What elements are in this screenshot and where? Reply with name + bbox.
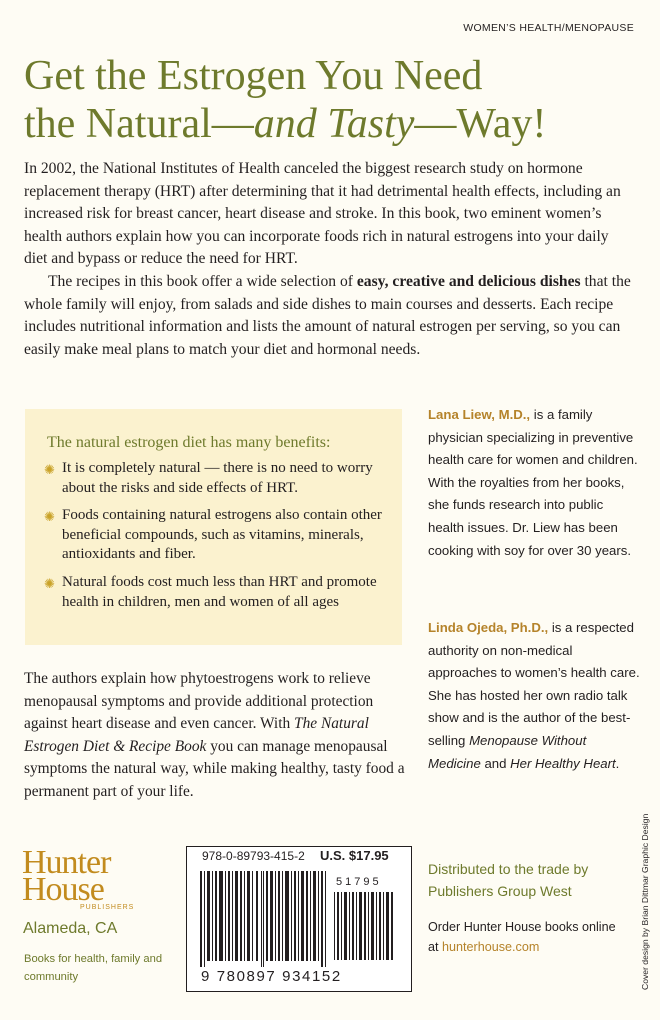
author-name: Lana Liew, M.D., [428, 407, 531, 422]
ean-digits: 9 780897 934152 [201, 968, 342, 985]
list-item [44, 573, 396, 612]
benefits-title: The natural estrogen diet has many benefits: [47, 434, 331, 451]
intro-p2-bold: easy, creative and delicious dishes [356, 272, 581, 290]
intro-p2-start: The recipes in this book offer a wide selection of [48, 272, 357, 290]
addon-digits: 51795 [336, 876, 382, 888]
headline-dash: — [211, 101, 254, 147]
intro-paragraph-2 [24, 271, 632, 361]
bio-text: is a respected authority on non-medical approaches to women’s health care. She has hosted her own radio talk show and is the author of the best-selling [428, 620, 640, 748]
intro-paragraph-1: In 2002, the National Institutes of Health canceled the biggest research study on hormone replacement therapy (HRT) after determining that it had detrimental health effects, including an increased risk for breast cancer, heart disease and stroke. In this book, two eminent women’s health authors explain how you can incorporate foods rich in natural estrogens into your daily diet and bypass or reduce the need for HRT. [24, 160, 621, 268]
order-text: Order Hunter House books online at [428, 920, 616, 954]
cover-credit: Cover design by Brian Dittmar Graphic Design [640, 813, 650, 990]
order-note [428, 917, 628, 957]
publisher-url[interactable]: hunterhouse.com [442, 940, 540, 954]
benefit-text: It is completely natural — there is no need to worry about the risks and side effects of HRT. [62, 460, 373, 496]
isbn: 978-0-89793-415-2 [202, 849, 305, 863]
benefit-text: Foods containing natural estrogens also contain other beneficial compounds, such as vitamins, minerals, antioxidants and fiber. [62, 507, 382, 563]
author-bio-ojeda [428, 617, 642, 775]
outro-end: you can manage menopausal symptoms the natural way, while making healthy, tasty food a permanent part of your life. [24, 737, 405, 800]
sun-bullet-icon: ✺ [44, 462, 55, 477]
logo-subtitle: PUBLISHERS [80, 904, 135, 911]
intro-text [24, 158, 632, 361]
benefit-text: Natural foods cost much less than HRT and promote health in children, men and women of all ages [62, 573, 377, 610]
headline-dash: — [414, 101, 457, 147]
outro-text [24, 668, 409, 804]
author-bio-liew [428, 404, 642, 562]
outro-start: The authors explain how phytoestrogens work to relieve menopausal symptoms and provide additional protection against heart disease and even cancer. With [24, 670, 374, 733]
logo-word-hunter: Hunter [22, 844, 111, 881]
sun-bullet-icon: ✺ [44, 509, 55, 525]
author-name: Linda Ojeda, Ph.D., [428, 620, 549, 635]
bio-text: . [615, 755, 620, 771]
headline [24, 52, 644, 148]
book-title: Menopause Without Medicine [428, 732, 587, 771]
intro-p2-end: that the whole family will enjoy, from salads and side dishes to main courses and desserts. Each recipe includes nutritional information and lists the amount of natural estrogen per serving, so you can easily make meal plans to match your diet and hormonal needs. [24, 272, 631, 358]
publisher-tagline: Books for health, family and community [24, 953, 163, 983]
headline-line-2-start: the Natural [24, 101, 212, 147]
publisher-city: Alameda, CA [23, 920, 118, 937]
category-label: WOMEN’S HEALTH/MENOPAUSE [463, 22, 634, 34]
headline-italic: and Tasty [253, 101, 415, 147]
book-title: The Natural Estrogen Diet & Recipe Book [24, 715, 369, 755]
price: U.S. $17.95 [320, 848, 389, 863]
headline-line-1: Get the Estrogen You Need [24, 53, 483, 99]
publisher-logo [22, 844, 140, 912]
sun-bullet-icon: ✺ [44, 575, 55, 591]
book-title: Her Healthy Heart [510, 755, 616, 771]
list-item [44, 506, 396, 565]
bio-text: and [480, 755, 511, 771]
benefits-list [44, 459, 396, 620]
headline-line-2-end: Way! [456, 101, 547, 147]
distribution-note: Distributed to the trade by Publishers Group West [428, 861, 589, 899]
barcode-icon [200, 871, 328, 967]
list-item [44, 459, 396, 498]
logo-word-house: House [22, 871, 104, 908]
bio-text: is a family physician specializing in preventive health care for women and children. With the royalties from her books, she funds research into public health issues. Dr. Liew has been cooking with soy for over 30 years. [428, 407, 638, 558]
addon-barcode-icon [334, 892, 394, 960]
